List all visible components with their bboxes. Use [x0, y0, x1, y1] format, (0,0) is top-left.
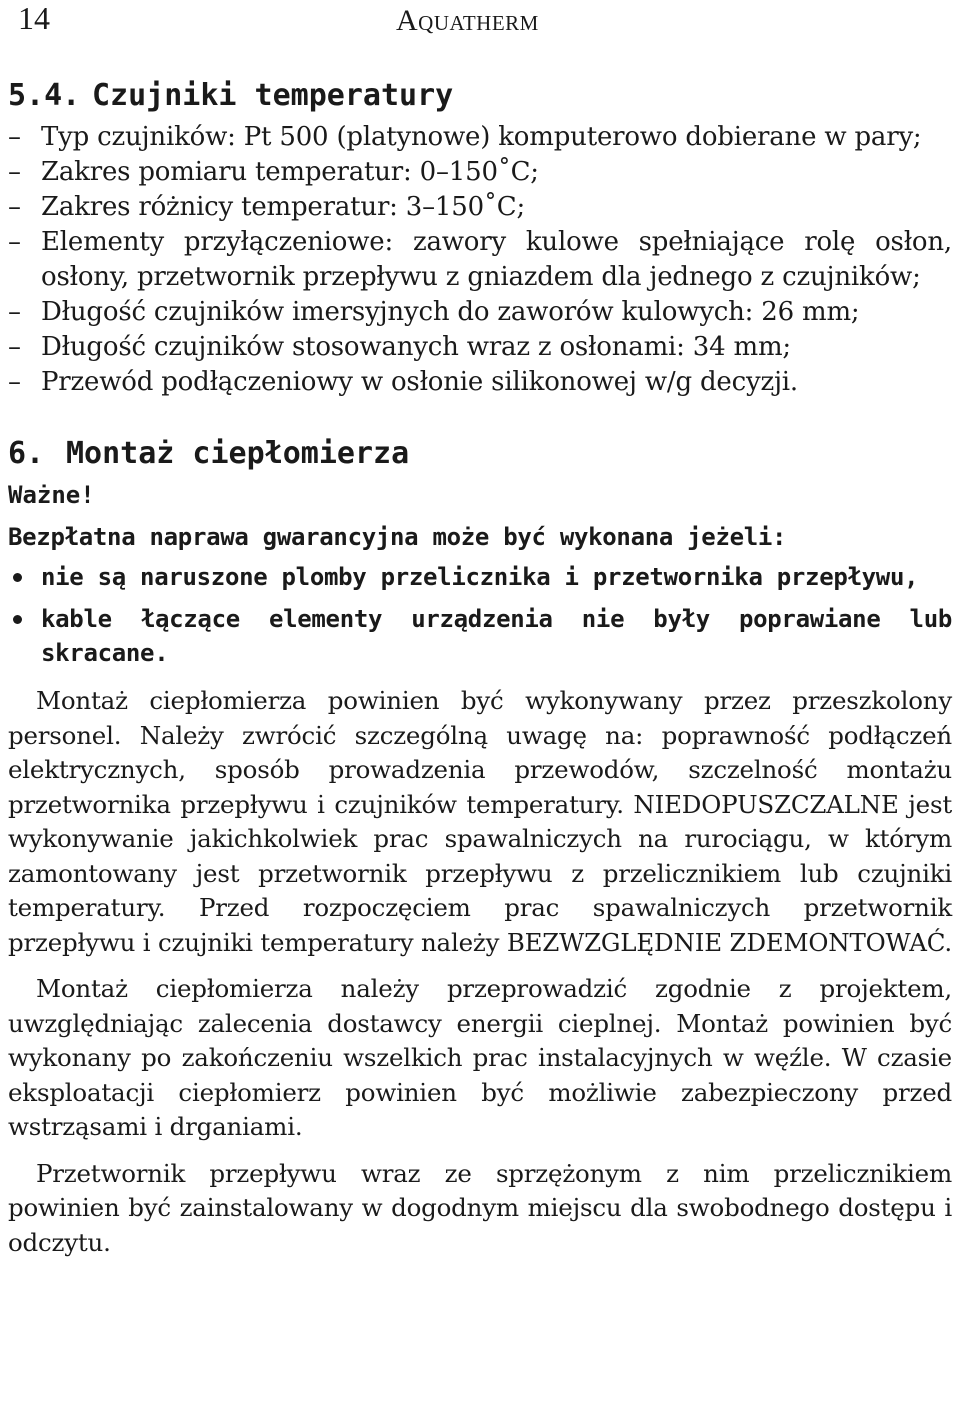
body-paragraph: Montaż ciepłomierza należy przeprowadzić zgodnie z projektem, uwzględniając zalecenia dostawcy energii cieplnej. Montaż powinien być wykonany po zakończeniu wszelkich prac instalacyjnych w węźle. W czasie eksploatacji ciepłomierz powinien być możliwie zabezpieczony przed wstrząsami i drganiami.: [8, 974, 952, 1141]
spec-item: – Elementy przyłączeniowe: zawory kulowe spełniające rolę osłon, osłony, przetwornik przepływu z gniazdem dla jednego z czujników;: [8, 225, 952, 295]
spec-item: – Zakres różnicy temperatur: 3–150˚C;: [8, 190, 952, 225]
running-head-title: Aquatherm: [396, 4, 539, 37]
condition-item: kable łączące elementy urządzenia nie były poprawiane lub skracane.: [8, 602, 952, 670]
body-paragraph: Montaż ciepłomierza powinien być wykonywany przez przeszkolony personel. Należy zwrócić szczególną uwagę na: poprawność podłączeń elektrycznych, sposób prowadzenia przewodów, szczelność montażu przetwornika przepływu i czujników temperatury. NIEDOPUSZCZALNE jest wykonywanie jakichkolwiek prac spawalniczych na rurociągu, w którym zamontowany jest przetwornik przepływu z przelicznikiem lub czujniki temperatury. Przed rozpoczęciem prac spawalniczych przetwornik przepływu i czujniki temperatury należy BEZWZGLĘDNIE ZDEMONTOWAĆ.: [8, 686, 952, 957]
important-label: Ważne!: [8, 481, 95, 509]
section-number: 6.: [8, 436, 45, 471]
section-title: Montaż ciepłomierza: [66, 436, 410, 471]
section-5-4-heading: [8, 78, 952, 114]
condition-item: nie są naruszone plomby przelicznika i przetwornika przepływu,: [8, 560, 952, 594]
warranty-lead: Bezpłatna naprawa gwarancyjna może być wykonana jeżeli:: [8, 523, 787, 551]
section-title: Czujniki temperatury: [92, 78, 454, 113]
sensor-specs-list: [8, 120, 952, 400]
spec-item: – Przewód podłączeniowy w osłonie silikonowej w/g decyzji.: [8, 365, 952, 400]
spec-item: – Zakres pomiaru temperatur: 0–150˚C;: [8, 155, 952, 190]
page-number: 14: [18, 0, 50, 36]
spec-item: – Typ czujników: Pt 500 (platynowe) komputerowo dobierane w pary;: [8, 120, 952, 155]
section-6-heading: [8, 436, 952, 472]
spec-item: – Długość czujników stosowanych wraz z osłonami: 34 mm;: [8, 330, 952, 365]
body-paragraph: Przetwornik przepływu wraz ze sprzężonym z nim przelicznikiem powinien być zainstalowany w dogodnym miejscu dla swobodnego dostępu i odczytu.: [8, 1158, 952, 1257]
running-head: [8, 0, 952, 44]
spec-item: – Długość czujników imersyjnych do zaworów kulowych: 26 mm;: [8, 295, 952, 330]
section-number: 5.4.: [8, 78, 81, 113]
warranty-conditions-list: [8, 560, 952, 670]
